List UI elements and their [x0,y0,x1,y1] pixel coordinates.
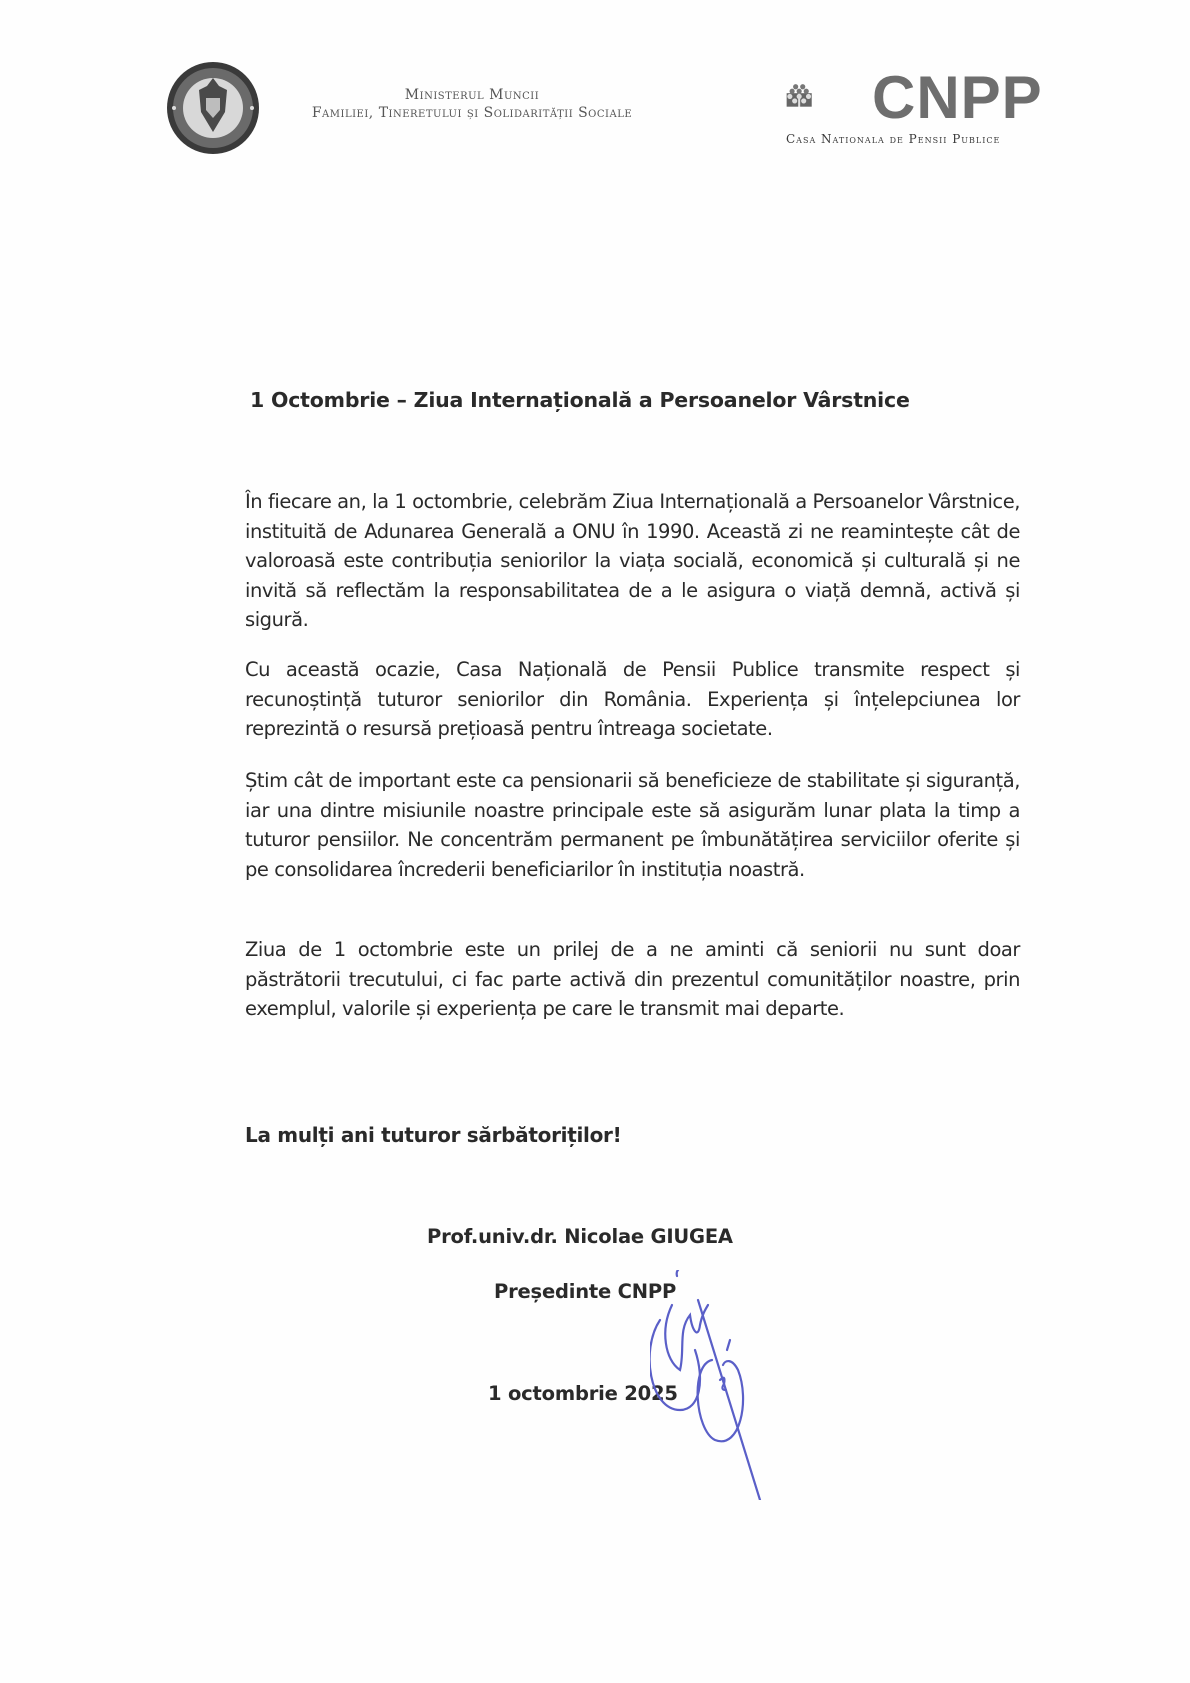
paragraph-2: Cu această ocazie, Casa Națională de Pensii Publice transmite respect și recunoștință tuturor seniorilor din România. Experiența și înțelepciunea lor reprezintă o resursă prețioasă pentru întreaga societate. [245,658,1020,740]
signatory-role: Președinte CNPP [494,1280,677,1303]
ministry-line-1: Ministerul Muncii [404,87,540,103]
paragraph-4: Ziua de 1 octombrie este un prilej de a ne aminti că seniorii nu sunt doar păstrătorii trecutului, ci fac parte activă din prezentul comunităților noastre, prin exemplul, valorile și experiența pe care le transmit mai departe. [245,938,1020,1020]
tree-logo-icon [786,58,876,138]
document-title: 1 Octombrie – Ziua Internațională a Persoanelor Vârstnice [250,388,910,412]
paragraph-1: În fiecare an, la 1 octombrie, celebrăm Ziua Internațională a Persoanelor Vârstnice, instituită de Adunarea Generală a ONU în 1990. Această zi ne reamintește cât de valoroasă este contribuția seniorilor la viața socială, economică și culturală și ne invită să reflectăm la responsabilitatea de a le asigura o viață demnă, activă și sigură. [245,490,1020,631]
signature-date: 1 octombrie 2025 [488,1382,678,1405]
cnpp-acronym: CNPP [872,64,1043,131]
ministry-line-2: Familiei, Tineretului și Solidarității Sociale [311,105,633,121]
ministry-name [272,87,672,121]
paragraph-3: Știm cât de important este ca pensionarii să beneficieze de stabilitate și siguranță, iar una dintre misiunile noastre principale este să asigurăm lunar plata la timp a tuturor pensiilor. Ne concentrăm permanent pe îmbunătățirea serviciilor oferite și pe consolidarea încrederii beneficiarilor în instituția noastră. [245,769,1020,881]
romanian-government-seal-icon [165,60,261,156]
handwritten-signature-icon [650,1270,810,1500]
closing-greeting: La mulți ani tuturor sărbătoriților! [245,1123,622,1147]
signatory-name: Prof.univ.dr. Nicolae GIUGEA [427,1225,733,1248]
cnpp-full-name: Casa Nationala de Pensii Publice [786,132,1001,146]
